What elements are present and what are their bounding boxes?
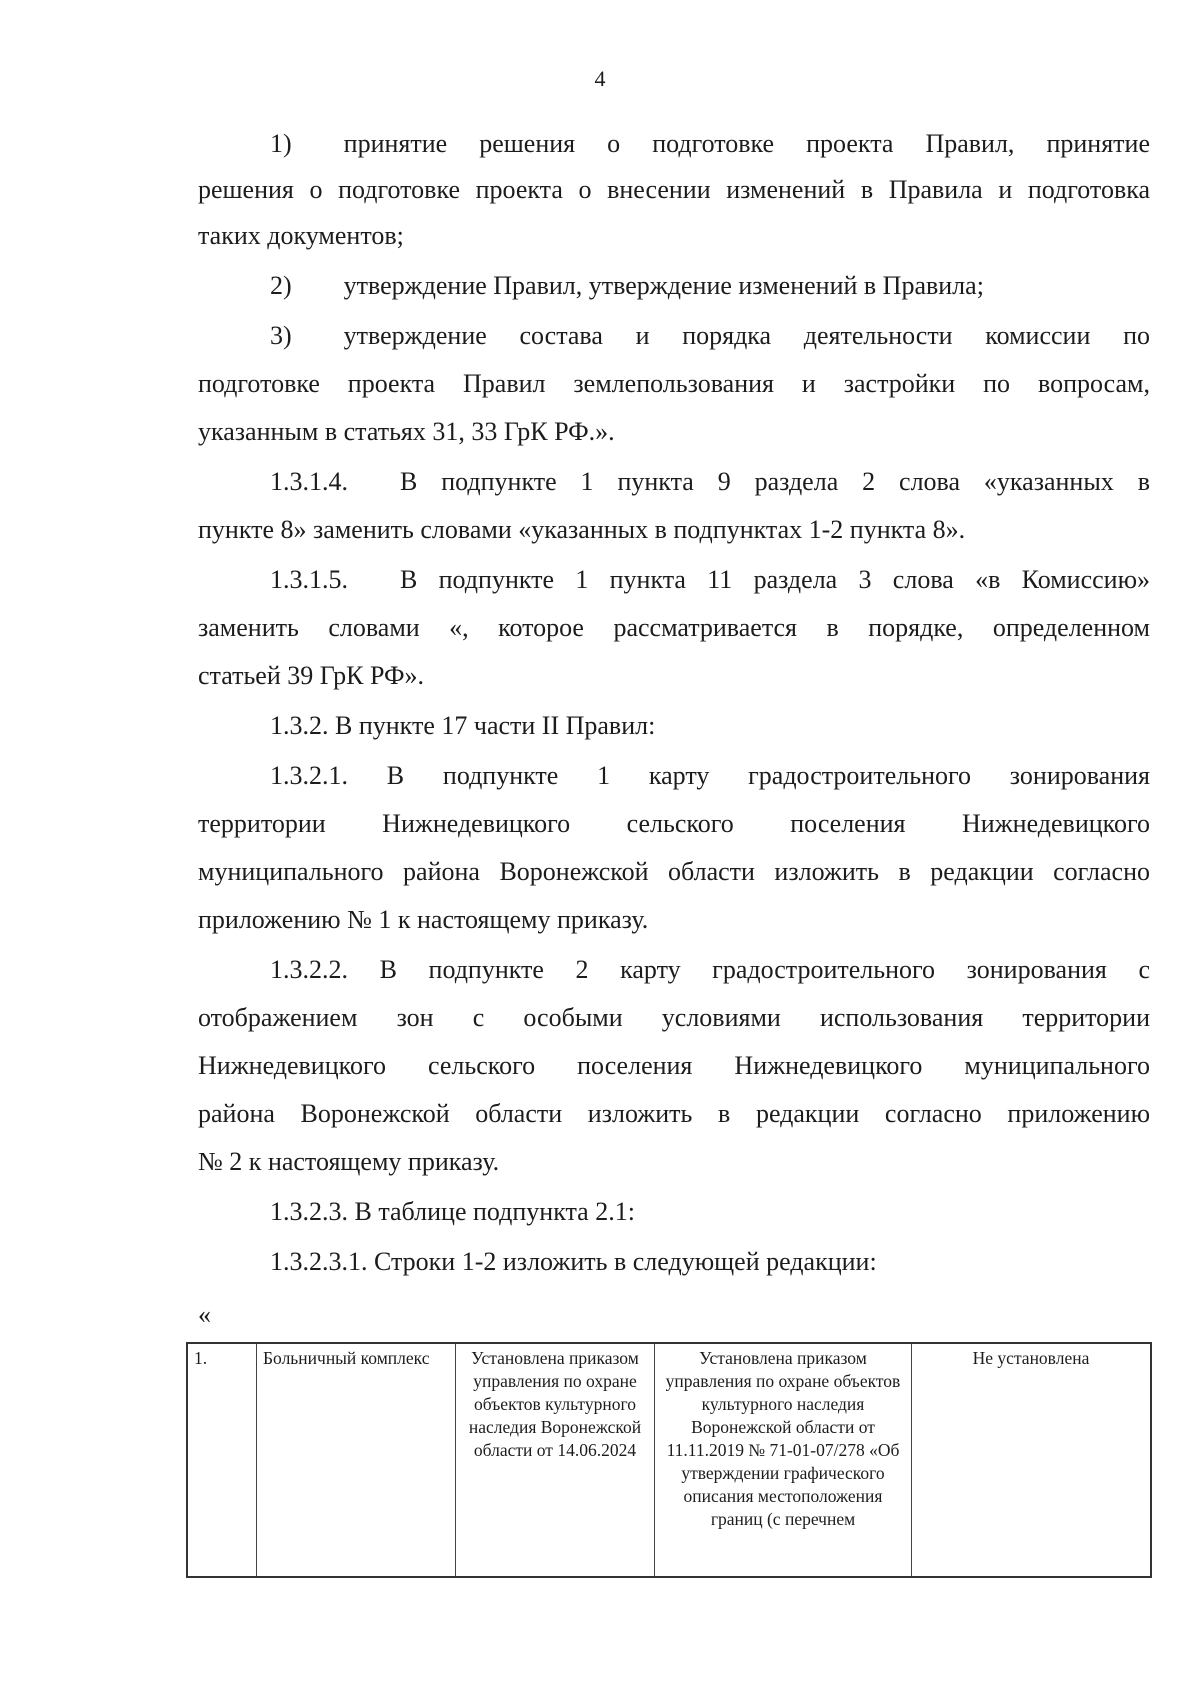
text-line: подготовке проекта Правил землепользования и застройки по вопросам, (198, 369, 1150, 398)
text-line: территории Нижнедевицкого сельского поселения Нижнедевицкого (198, 809, 1150, 838)
object-name-cell: Больничный комплекс (257, 1343, 456, 1577)
zones-table (186, 1342, 1152, 1578)
text-line: 1.3.2.1. В подпункте 1 карту градостроительного зонирования (270, 761, 1150, 790)
territory-cell: Установлена приказом управления по охране объектов культурного наследия Воронежской области от 14.06.2024 (456, 1343, 655, 1577)
text-line: приложению № 1 к настоящему приказу. (198, 905, 649, 934)
text-line: района Воронежской области изложить в редакции согласно приложению (198, 1099, 1150, 1128)
text-line: 1.3.2.3.1. Строки 1-2 изложить в следующей редакции: (270, 1247, 877, 1276)
text-line: заменить словами «, которое рассматривается в порядке, определенном (198, 613, 1150, 642)
text-line: 2) утверждение Правил, утверждение изменений в Правила; (270, 271, 984, 300)
row-number-cell: 1. (187, 1343, 257, 1577)
text-line: 1.3.2.3. В таблице подпункта 2.1: (270, 1197, 635, 1226)
text-line: № 2 к настоящему приказу. (198, 1147, 500, 1176)
table-row (187, 1343, 1151, 1577)
text-line: указанным в статьях 31, 33 ГрК РФ.». (198, 417, 615, 446)
text-line: муниципального района Воронежской области изложить в редакции согласно (198, 857, 1150, 886)
opening-quote: « (198, 1300, 211, 1329)
text-line: 1.3.2. В пункте 17 части II Правил: (270, 711, 656, 740)
status-cell: Не установлена (912, 1343, 1152, 1577)
text-line: отображением зон с особыми условиями использования территории (198, 1003, 1150, 1032)
text-line: Нижнедевицкого сельского поселения Нижнедевицкого муниципального (198, 1051, 1150, 1080)
text-line: пункте 8» заменить словами «указанных в подпунктах 1-2 пункта 8». (198, 515, 966, 544)
protection-zone-cell: Установлена приказом управления по охране объектов культурного наследия Воронежской области от 11.11.2019 № 71-01-07/278 «Об утверждении графического описания местоположения границ (с перечнем (655, 1343, 912, 1577)
text-line: 3) утверждение состава и порядка деятельности комиссии по (270, 321, 1150, 350)
text-line: 1) принятие решения о подготовке проекта Правил, принятие (270, 129, 1150, 158)
text-line: таких документов; (198, 221, 404, 250)
page-number: 4 (594, 66, 606, 91)
text-line: 1.3.2.2. В подпункте 2 карту градостроительного зонирования с (270, 955, 1150, 984)
text-line: 1.3.1.4. В подпункте 1 пункта 9 раздела 2 слова «указанных в (270, 467, 1150, 496)
text-line: статьей 39 ГрК РФ». (198, 661, 425, 690)
text-line: решения о подготовке проекта о внесении изменений в Правила и подготовка (198, 175, 1150, 204)
text-line: 1.3.1.5. В подпункте 1 пункта 11 раздела 3 слова «в Комиссию» (270, 565, 1150, 594)
